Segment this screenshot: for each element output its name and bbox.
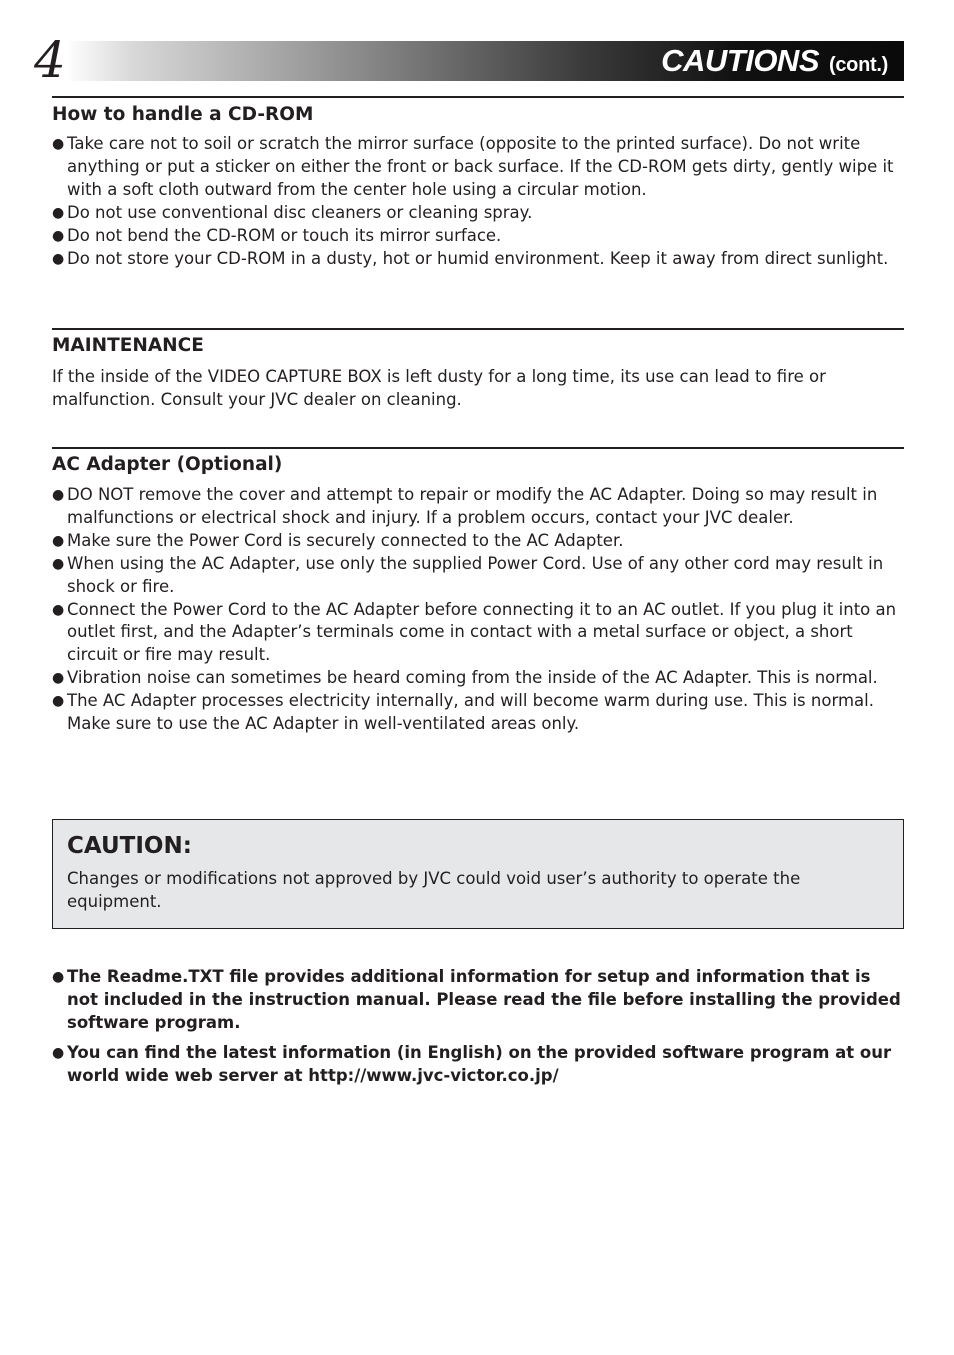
section-heading-ac-adapter: AC Adapter (Optional) — [52, 454, 283, 475]
section-divider — [52, 447, 904, 449]
list-item-text: Vibration noise can sometimes be heard coming from the inside of the AC Adapter. This is normal. — [67, 668, 878, 688]
list-item — [52, 530, 904, 553]
bullet-icon: ● — [52, 969, 65, 985]
maintenance-text: If the inside of the VIDEO CAPTURE BOX is left dusty for a long time, its use can lead to fire or malfunction. Consult your JVC dealer on cleaning. — [52, 367, 826, 409]
section-heading-cdrom: How to handle a CD-ROM — [52, 104, 314, 125]
page-title-main: CAUTIONS — [661, 43, 819, 78]
list-item-text: The AC Adapter processes electricity internally, and will become warm during use. This is normal. Make sure to use the AC Adapter in well-ventilated areas only. — [67, 691, 874, 734]
bullet-icon: ● — [52, 670, 65, 687]
notes-bullet-list — [52, 966, 904, 1088]
list-item — [52, 202, 904, 225]
caution-box — [52, 819, 904, 929]
cdrom-bullet-list — [52, 133, 904, 270]
bullet-icon: ● — [52, 532, 65, 549]
list-item — [52, 248, 904, 271]
bullet-icon: ● — [52, 487, 65, 503]
list-item-text: When using the AC Adapter, use only the supplied Power Cord. Use of any other cord may result in shock or fire. — [67, 553, 884, 596]
list-item — [52, 553, 904, 599]
list-item-text: Take care not to soil or scratch the mirror surface (opposite to the printed surface). Do not write anything or put a sticker on either the front or back surface. If the CD-ROM gets dirty, gently wipe it with a soft cloth outward from the center hole using a circular motion. — [67, 134, 894, 199]
list-item-text: Make sure the Power Cord is securely connected to the AC Adapter. — [67, 530, 624, 550]
list-item — [52, 133, 904, 202]
page-title — [661, 41, 888, 81]
bullet-icon: ● — [52, 250, 65, 267]
list-item-text: Do not use conventional disc cleaners or cleaning spray. — [67, 202, 533, 222]
bullet-icon: ● — [52, 601, 65, 618]
caution-text: Changes or modifications not approved by JVC could void user’s authority to operate the equipment. — [67, 869, 801, 911]
list-item — [52, 1042, 904, 1088]
list-item-text: The Readme.TXT file provides additional information for setup and information that is not included in the instruction manual. Please read the file before installing the provided software program. — [67, 967, 901, 1032]
list-item — [52, 225, 904, 248]
bullet-icon: ● — [52, 555, 65, 572]
header-bar — [66, 41, 904, 81]
section-heading-maintenance: MAINTENANCE — [52, 335, 204, 356]
ac-adapter-bullet-list — [52, 484, 904, 736]
section-divider — [52, 96, 904, 98]
list-item-text: You can find the latest information (in English) on the provided software program at our world wide web server at http://www.jvc-victor.co.jp/ — [67, 1042, 892, 1085]
bullet-icon: ● — [52, 227, 65, 244]
bullet-icon: ● — [52, 204, 65, 221]
list-item — [52, 484, 904, 530]
list-item-text: DO NOT remove the cover and attempt to repair or modify the AC Adapter. Doing so may result in malfunctions or electrical shock and injury. If a problem occurs, contact your JVC dealer. — [67, 485, 878, 527]
caution-heading: CAUTION: — [67, 833, 192, 859]
page-title-suffix: (cont.) — [829, 54, 888, 76]
bullet-icon: ● — [52, 1044, 65, 1061]
list-item — [52, 667, 904, 690]
list-item-text: Do not bend the CD-ROM or touch its mirror surface. — [67, 225, 502, 245]
page-number: 4 — [34, 31, 66, 89]
list-item — [52, 599, 904, 668]
list-item-text: Do not store your CD-ROM in a dusty, hot or humid environment. Keep it away from direct sunlight. — [67, 248, 889, 268]
list-item — [52, 690, 904, 736]
list-item-text: Connect the Power Cord to the AC Adapter before connecting it to an AC outlet. If you plug it into an outlet first, and the Adapter’s terminals come in contact with a metal surface or object, a short circuit or fire may result. — [67, 599, 897, 665]
bullet-icon: ● — [52, 136, 65, 152]
section-divider — [52, 328, 904, 330]
bullet-icon: ● — [52, 693, 65, 710]
list-item — [52, 966, 904, 1035]
